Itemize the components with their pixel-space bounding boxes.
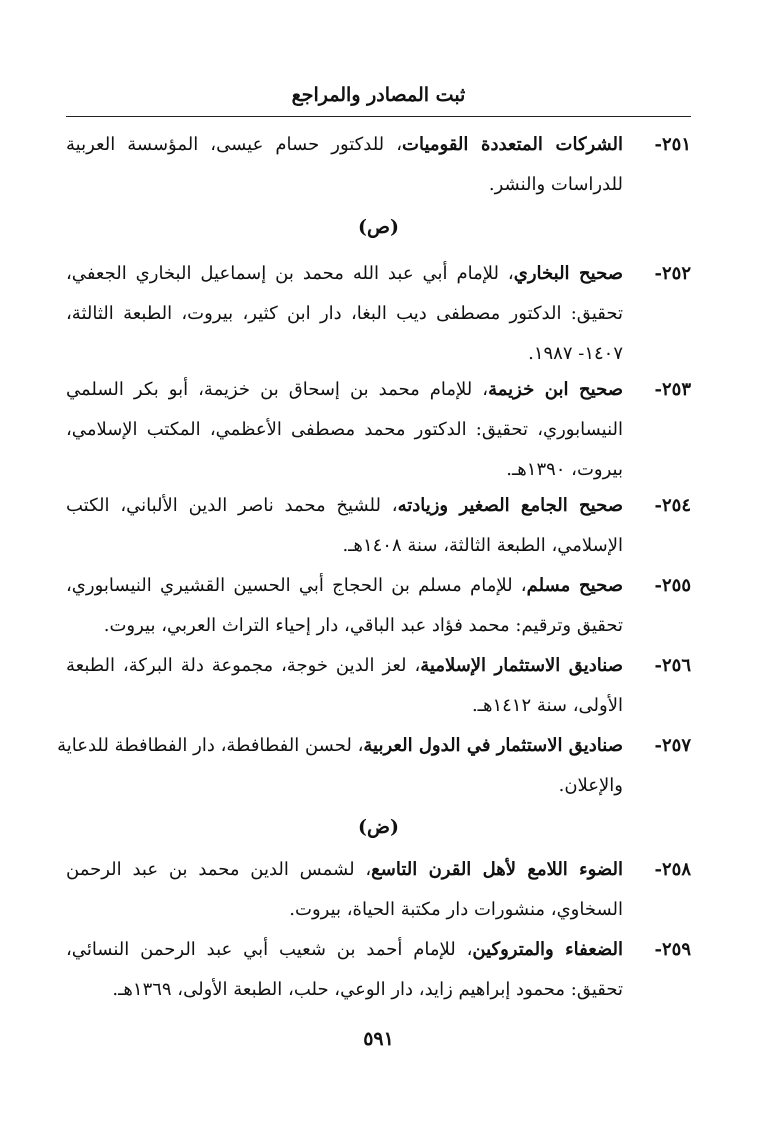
entry-text: ، لعز الدين خوجة، مجموعة دلة البركة، الطبعة [66, 655, 421, 676]
entry-title: الضوء اللامع لأهل القرن التاسع [371, 859, 623, 880]
page-number: ٥٩١ [363, 1028, 394, 1050]
entry-number: ٢٥٨- [654, 859, 691, 880]
entry-line [66, 125, 623, 165]
entry-line: بيروت، ١٣٩٠هـ. [506, 459, 623, 480]
entry-text: ، لشمس الدين محمد بن عبد الرحمن [66, 859, 372, 880]
bibliography-entry [66, 930, 691, 1010]
entry-title: صحيح مسلم [526, 575, 623, 596]
entry-line: النيسابوري، تحقيق: الدكتور محمد مصطفى الأعظمي، المكتب الإسلامي، [66, 419, 623, 440]
entry-text: ، للإمام محمد بن إسحاق بن خزيمة، أبو بكر السلمي [66, 379, 489, 400]
running-header: ثبت المصادر والمراجع [291, 84, 466, 106]
entry-line: تحقيق وترقيم: محمد فؤاد عبد الباقي، دار إحياء التراث العربي، بيروت. [103, 615, 623, 636]
bibliography-entry [66, 850, 691, 930]
entry-line: والإعلان. [558, 775, 623, 796]
section-heading-dad: (ض) [358, 816, 399, 838]
entry-text: ، لحسن الفطافطة، دار الفطافطة للدعاية [57, 735, 364, 756]
header-rule [66, 116, 691, 117]
entry-line: تحقيق: محمود إبراهيم زايد، دار الوعي، حلب، الطبعة الأولى، ١٣٦٩هـ. [112, 979, 623, 1000]
entry-line [66, 254, 623, 294]
entry-number: ٢٥١- [654, 134, 691, 155]
bibliography-entry [66, 646, 691, 726]
entry-number: ٢٥٥- [654, 575, 691, 596]
entry-line [66, 850, 623, 890]
entry-text: ، للإمام مسلم بن الحجاج أبي الحسين القشيري النيسابوري، [66, 575, 527, 596]
entry-line [57, 726, 623, 766]
bibliography-entry [57, 726, 691, 806]
entry-number: ٢٥٧- [654, 735, 691, 756]
entry-line [66, 930, 623, 970]
entry-text: ، للإمام أبي عبد الله محمد بن إسماعيل البخاري الجعفي، [66, 263, 514, 284]
entry-line: السخاوي، منشورات دار مكتبة الحياة، بيروت. [289, 899, 623, 920]
entry-line: للدراسات والنشر. [488, 174, 623, 195]
entry-line [66, 486, 623, 526]
bibliography-entry [66, 566, 691, 646]
entry-line: تحقيق: الدكتور مصطفى ديب البغا، دار ابن كثير، بيروت، الطبعة الثالثة، [66, 303, 623, 324]
entry-title: الشركات المتعددة القوميات [402, 134, 623, 155]
entry-line: ١٤٠٧- ١٩٨٧. [528, 343, 623, 364]
entry-number: ٢٥٤- [654, 495, 691, 516]
entry-text: ، للإمام أحمد بن شعيب أبي عبد الرحمن النسائي، [66, 939, 473, 960]
entry-number: ٢٥٩- [654, 939, 691, 960]
bibliography-entry [66, 254, 691, 374]
entry-number: ٢٥٣- [654, 379, 691, 400]
entry-title: صحيح ابن خزيمة [488, 379, 624, 400]
entry-line: الأولى، سنة ١٤١٢هـ. [471, 695, 623, 716]
bibliography-entry [66, 486, 691, 566]
entry-title: صحيح البخاري [513, 263, 624, 284]
bibliography-entry [66, 125, 691, 205]
entry-title: صناديق الاستثمار الإسلامية [420, 655, 623, 676]
entry-line: الإسلامي، الطبعة الثالثة، سنة ١٤٠٨هـ. [342, 535, 623, 556]
entry-text: ، للدكتور حسام عيسى، المؤسسة العربية [66, 134, 403, 155]
section-heading-sad: (ص) [358, 216, 399, 238]
entry-line [66, 566, 623, 606]
entry-line [66, 370, 623, 410]
entry-line [66, 646, 623, 686]
entry-number: ٢٥٦- [654, 655, 691, 676]
entry-text: ، للشيخ محمد ناصر الدين الألباني، الكتب [66, 495, 398, 516]
entry-title: الضعفاء والمتروكين [472, 939, 623, 960]
bibliography-entry [66, 370, 691, 490]
entry-title: صناديق الاستثمار في الدول العربية [363, 735, 623, 756]
entry-number: ٢٥٢- [654, 263, 691, 284]
entry-title: صحيح الجامع الصغير وزيادته [397, 495, 624, 516]
